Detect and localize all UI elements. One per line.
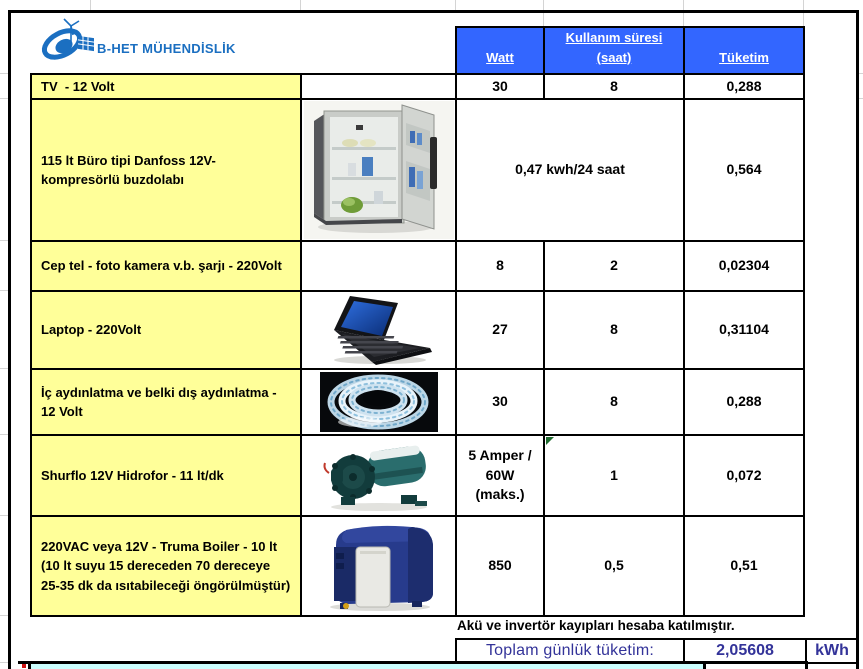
gridline bbox=[859, 98, 863, 99]
company-logo-icon bbox=[36, 14, 98, 66]
cell-label-phone-charge[interactable] bbox=[30, 240, 302, 292]
value-text: 8 bbox=[610, 77, 618, 94]
fridge-photo bbox=[304, 101, 454, 239]
cell-label-laptop[interactable] bbox=[30, 290, 302, 370]
boiler-photo bbox=[316, 519, 442, 613]
value-text: 30 bbox=[492, 393, 508, 410]
value-text: 8 bbox=[496, 257, 504, 274]
gridline bbox=[0, 368, 8, 369]
gridline bbox=[0, 515, 8, 516]
led-strip-photo bbox=[320, 372, 438, 432]
cell-watt-lighting[interactable] bbox=[455, 368, 545, 436]
cell-image-fridge[interactable] bbox=[300, 98, 457, 242]
total-value-text: 2,05608 bbox=[716, 642, 774, 659]
value-text: 0,564 bbox=[726, 161, 762, 178]
header-usage-line1: Kullanım süresi bbox=[565, 29, 663, 45]
cell-hours-tv[interactable] bbox=[543, 73, 685, 100]
label-text: 220VAC veya 12V - Truma Boiler - 10 lt (10 lt suyu 15 dereceden 70 dereceye 25-35 dk da ısıtabileceği öngörülmüştür) bbox=[41, 538, 291, 593]
bottom-section-border-mid bbox=[703, 661, 706, 669]
column-header-watt[interactable] bbox=[455, 26, 545, 75]
cell-hours-laptop[interactable] bbox=[543, 290, 685, 370]
cell-watt-laptop[interactable] bbox=[455, 290, 545, 370]
bottom-section-border-right bbox=[805, 661, 808, 669]
value-text: 0,51 bbox=[730, 557, 758, 574]
gridline bbox=[0, 434, 8, 435]
cell-watt-hours-fridge-merged[interactable] bbox=[455, 98, 685, 242]
cell-consumption-boiler[interactable] bbox=[683, 515, 805, 617]
gridline bbox=[859, 73, 863, 74]
total-label-text: Toplam günlük tüketim: bbox=[485, 642, 655, 659]
cell-image-boiler[interactable] bbox=[300, 515, 457, 617]
cell-hours-phone[interactable] bbox=[543, 240, 685, 292]
value-text: 0,5 bbox=[604, 557, 624, 574]
value-text: 2 bbox=[610, 257, 618, 274]
gridline bbox=[455, 0, 456, 10]
column-header-consumption[interactable] bbox=[683, 26, 805, 75]
value-text: 8 bbox=[610, 321, 618, 338]
cell-consumption-pump[interactable] bbox=[683, 434, 805, 517]
gridline bbox=[0, 615, 8, 616]
cell-watt-tv[interactable] bbox=[455, 73, 545, 100]
gridline bbox=[300, 0, 301, 10]
cell-hours-boiler[interactable] bbox=[543, 515, 685, 617]
gridline bbox=[0, 73, 8, 74]
value-text: 0,31104 bbox=[719, 321, 769, 338]
red-marker bbox=[22, 664, 26, 668]
cell-consumption-lighting[interactable] bbox=[683, 368, 805, 436]
cell-label-fridge[interactable] bbox=[30, 98, 302, 242]
label-text: Cep tel - foto kamera v.b. şarjı - 220Volt bbox=[41, 258, 282, 274]
value-text: 0,02304 bbox=[718, 257, 770, 274]
laptop-photo bbox=[318, 294, 440, 366]
label-text: Shurflo 12V Hidrofor - 11 lt/dk bbox=[41, 467, 224, 483]
value-text: 850 bbox=[488, 557, 512, 574]
cell-image-tv-empty[interactable] bbox=[300, 73, 457, 100]
header-usage-line2: (saat) bbox=[596, 49, 632, 65]
value-text: 0,072 bbox=[726, 466, 762, 483]
value-text: 5 Amper / 60W (maks.) bbox=[468, 447, 532, 503]
cell-hours-lighting[interactable] bbox=[543, 368, 685, 436]
cell-image-laptop[interactable] bbox=[300, 290, 457, 370]
value-text: 0,47 kwh/24 saat bbox=[515, 161, 625, 178]
value-text: 27 bbox=[492, 321, 508, 338]
value-text: 1 bbox=[610, 466, 618, 483]
gridline bbox=[0, 240, 8, 241]
column-header-usage[interactable] bbox=[543, 26, 685, 75]
cell-consumption-fridge[interactable] bbox=[683, 98, 805, 242]
cell-image-phone-empty[interactable] bbox=[300, 240, 457, 292]
sheet-border-left bbox=[8, 10, 11, 669]
gridline bbox=[0, 662, 8, 663]
gridline bbox=[0, 98, 8, 99]
header-watt-label: Watt bbox=[486, 49, 514, 65]
header-consumption-label: Tüketim bbox=[719, 49, 769, 65]
cell-label-lighting[interactable] bbox=[30, 368, 302, 436]
gridline bbox=[683, 0, 684, 26]
cell-consumption-phone[interactable] bbox=[683, 240, 805, 292]
value-text: 0,288 bbox=[726, 393, 762, 410]
cell-watt-pump[interactable] bbox=[455, 434, 545, 517]
total-unit-cell[interactable] bbox=[807, 638, 857, 664]
sheet-border-top bbox=[8, 10, 859, 13]
cell-label-pump[interactable] bbox=[30, 434, 302, 517]
bottom-section-border-left bbox=[28, 661, 31, 669]
label-text: 115 lt Büro tipi Danfoss 12V-kompresörlü buzdolabı bbox=[41, 152, 216, 187]
value-text: 30 bbox=[492, 77, 508, 94]
bottom-section-cyan-cell[interactable] bbox=[30, 664, 703, 669]
value-text: 8 bbox=[610, 393, 618, 410]
gridline bbox=[0, 290, 8, 291]
gridline bbox=[543, 0, 544, 26]
cell-consumption-tv[interactable] bbox=[683, 73, 805, 100]
cell-consumption-laptop[interactable] bbox=[683, 290, 805, 370]
company-name: B-HET MÜHENDİSLİK bbox=[97, 41, 236, 56]
sheet-border-right bbox=[856, 10, 859, 669]
cell-hours-pump[interactable] bbox=[543, 434, 685, 517]
cell-image-led-strip[interactable] bbox=[300, 368, 457, 436]
water-pump-photo bbox=[317, 439, 441, 513]
total-unit-text: kWh bbox=[815, 642, 849, 659]
gridline bbox=[90, 0, 91, 10]
label-text: Laptop - 220Volt bbox=[41, 322, 142, 338]
cell-error-indicator-icon bbox=[546, 437, 554, 445]
cell-watt-boiler[interactable] bbox=[455, 515, 545, 617]
battery-inverter-note: Akü ve invertör kayıpları hesaba katılmıştır. bbox=[457, 618, 735, 633]
label-text: TV - 12 Volt bbox=[41, 78, 115, 94]
cell-watt-phone[interactable] bbox=[455, 240, 545, 292]
cell-image-pump[interactable] bbox=[300, 434, 457, 517]
gridline bbox=[803, 0, 804, 26]
label-text: İç aydınlatma ve belki dış aydınlatma - 12 Volt bbox=[41, 384, 281, 419]
cell-label-boiler[interactable] bbox=[30, 515, 302, 617]
cell-label-tv[interactable] bbox=[30, 73, 302, 100]
value-text: 0,288 bbox=[726, 77, 762, 94]
